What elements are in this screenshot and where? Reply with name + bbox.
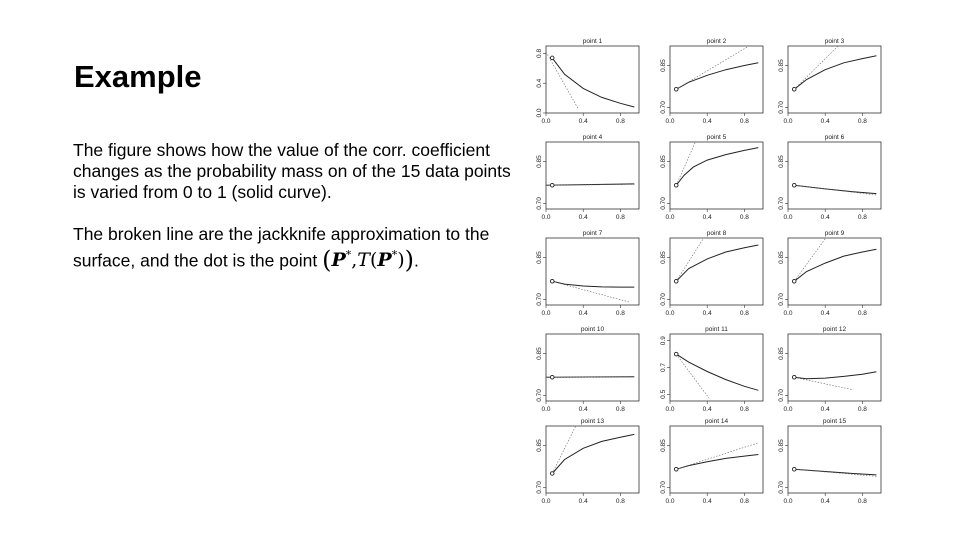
x-tick-label: 0.4: [702, 310, 712, 317]
panel-frame: [546, 142, 639, 209]
corr-curve: [552, 434, 634, 473]
x-tick-label: 0.8: [615, 498, 625, 505]
point-dot: [550, 375, 554, 379]
y-tick-label: 0.70: [536, 197, 543, 210]
panel-frame: [670, 46, 763, 113]
y-tick-label: 0.70: [660, 197, 667, 210]
x-tick-label: 0.0: [783, 498, 793, 505]
jackknife-line: [794, 469, 876, 476]
point-dot: [792, 183, 796, 187]
x-tick-label: 0.4: [578, 214, 588, 221]
panel-title: point 4: [582, 134, 603, 141]
jackknife-line: [552, 420, 578, 473]
point-dot: [674, 279, 678, 283]
x-tick-label: 0.4: [578, 406, 588, 413]
x-tick-label: 0.4: [820, 118, 830, 125]
panel-frame: [546, 238, 639, 305]
formula-t: T: [357, 249, 370, 272]
point-dot: [550, 279, 554, 283]
formula-open-paren: (: [322, 246, 332, 275]
corr-curve: [676, 455, 758, 470]
panel-14: [660, 418, 763, 505]
panel-frame: [546, 46, 639, 113]
x-tick-label: 0.4: [820, 406, 830, 413]
x-tick-label: 0.0: [783, 310, 793, 317]
y-tick-label: 0.7: [660, 362, 667, 373]
y-tick-label: 0.70: [536, 293, 543, 306]
y-tick-label: 0.85: [778, 155, 785, 168]
panel-title: point 10: [580, 326, 605, 333]
corr-curve: [676, 148, 758, 186]
x-tick-label: 0.8: [615, 118, 625, 125]
x-tick-label: 0.0: [541, 498, 551, 505]
x-tick-label: 0.8: [615, 310, 625, 317]
panel-9: [778, 230, 881, 317]
x-tick-label: 0.0: [665, 214, 675, 221]
y-tick-label: 0.70: [778, 197, 785, 210]
panel-6: [778, 134, 881, 221]
formula-comma: ,: [351, 249, 358, 272]
slide-body: [73, 140, 518, 292]
y-tick-label: 0.85: [536, 439, 543, 452]
point-dot: [674, 87, 678, 91]
point-dot: [792, 375, 796, 379]
y-tick-label: 0.70: [536, 389, 543, 402]
y-tick-label: 0.85: [536, 347, 543, 360]
x-tick-label: 0.4: [702, 498, 712, 505]
panel-title: point 8: [706, 230, 727, 237]
formula-close-paren: ): [404, 246, 414, 275]
panel-frame: [788, 46, 881, 113]
x-tick-label: 0.8: [739, 118, 749, 125]
paragraph-2-text: The broken line are the jackknife approximation to the surface, and the dot is the point: [73, 224, 490, 271]
panel-title: point 1: [582, 38, 603, 45]
slide-title: Example: [74, 59, 202, 94]
jackknife-line: [794, 232, 830, 281]
panel-7: [536, 230, 639, 317]
panel-frame: [670, 334, 763, 401]
paragraph-2: [73, 224, 518, 275]
x-tick-label: 0.8: [857, 118, 867, 125]
formula-star-inner: *: [391, 249, 398, 262]
x-tick-label: 0.0: [665, 498, 675, 505]
x-tick-label: 0.4: [702, 406, 712, 413]
x-tick-label: 0.8: [739, 310, 749, 317]
x-tick-label: 0.4: [578, 118, 588, 125]
x-tick-label: 0.0: [541, 310, 551, 317]
panel-title: point 2: [706, 38, 727, 45]
panel-1: [536, 38, 639, 125]
formula-inner-close: ): [397, 249, 405, 272]
corr-curve: [552, 58, 634, 107]
x-tick-label: 0.4: [578, 310, 588, 317]
jackknife-line: [676, 136, 698, 185]
panel-13: [536, 418, 639, 505]
jackknife-line: [552, 281, 630, 302]
x-tick-label: 0.0: [783, 406, 793, 413]
y-tick-label: 0.4: [536, 78, 543, 88]
x-tick-label: 0.4: [820, 498, 830, 505]
x-tick-label: 0.0: [541, 406, 551, 413]
y-tick-label: 0.85: [536, 251, 543, 264]
panel-4: [536, 134, 639, 221]
point-dot: [792, 87, 796, 91]
x-tick-label: 0.0: [541, 214, 551, 221]
x-tick-label: 0.8: [739, 498, 749, 505]
point-formula: [322, 246, 414, 275]
panel-frame: [788, 142, 881, 209]
y-tick-label: 0.70: [778, 389, 785, 402]
panel-title: point 11: [705, 326, 728, 333]
x-tick-label: 0.4: [702, 118, 712, 125]
x-tick-label: 0.4: [820, 310, 830, 317]
panel-2: [660, 38, 763, 125]
panel-title: point 13: [580, 418, 605, 425]
y-tick-label: 0.0: [536, 108, 543, 118]
x-tick-label: 0.0: [783, 118, 793, 125]
x-tick-label: 0.8: [857, 310, 867, 317]
y-tick-label: 0.85: [778, 347, 785, 360]
panel-title: point 15: [822, 418, 847, 425]
panel-title: point 9: [824, 230, 845, 237]
jackknife-line: [676, 232, 707, 281]
point-dot: [550, 56, 554, 60]
corr-curve: [794, 372, 876, 379]
x-tick-label: 0.8: [615, 214, 625, 221]
y-tick-label: 0.70: [660, 293, 667, 306]
panel-title: point 3: [824, 38, 845, 45]
point-dot: [674, 467, 678, 471]
y-tick-label: 0.8: [536, 48, 543, 58]
y-tick-label: 0.70: [778, 293, 785, 306]
x-tick-label: 0.8: [857, 406, 867, 413]
x-tick-label: 0.0: [783, 214, 793, 221]
x-tick-label: 0.8: [615, 406, 625, 413]
jackknife-line: [676, 354, 709, 398]
corr-curve: [676, 63, 758, 90]
panel-5: [660, 134, 763, 221]
formula-p-inner: P: [377, 249, 392, 272]
y-tick-label: 0.85: [660, 439, 667, 452]
panel-frame: [670, 426, 763, 493]
y-tick-label: 0.70: [778, 481, 785, 494]
y-tick-label: 0.85: [660, 155, 667, 168]
x-tick-label: 0.8: [857, 214, 867, 221]
panel-12: [778, 326, 881, 413]
jackknife-line: [794, 377, 853, 390]
point-dot: [674, 183, 678, 187]
panel-title: point 6: [824, 134, 845, 141]
y-tick-label: 0.85: [778, 439, 785, 452]
panel-8: [660, 230, 763, 317]
corr-curve: [676, 245, 758, 281]
panel-15: [778, 418, 881, 505]
x-tick-label: 0.0: [665, 118, 675, 125]
paragraph-2-period: .: [414, 250, 419, 271]
x-tick-label: 0.4: [578, 498, 588, 505]
jackknife-figure: [526, 36, 894, 505]
formula-p: P: [331, 249, 346, 272]
y-tick-label: 0.85: [660, 251, 667, 264]
x-tick-label: 0.8: [739, 406, 749, 413]
x-tick-label: 0.8: [739, 214, 749, 221]
y-tick-label: 0.85: [660, 59, 667, 72]
x-tick-label: 0.0: [665, 406, 675, 413]
y-tick-label: 0.70: [660, 101, 667, 114]
y-tick-label: 0.70: [536, 481, 543, 494]
point-dot: [550, 183, 554, 187]
y-tick-label: 0.5: [660, 389, 667, 399]
y-tick-label: 0.70: [778, 101, 785, 114]
panel-frame: [788, 334, 881, 401]
paragraph-1: The figure shows how the value of the corr. coefficient changes as the probability mass on of the 15 data points is varied from 0 to 1 (solid curve).: [73, 140, 511, 202]
point-dot: [792, 467, 796, 471]
point-dot: [792, 279, 796, 283]
panel-10: [536, 326, 639, 413]
corr-curve: [794, 56, 876, 90]
x-tick-label: 0.8: [857, 498, 867, 505]
panel-title: point 12: [822, 326, 847, 333]
jackknife-line: [794, 40, 844, 89]
panel-title: point 7: [582, 230, 603, 237]
x-tick-label: 0.4: [702, 214, 712, 221]
x-tick-label: 0.0: [665, 310, 675, 317]
corr-curve: [794, 249, 876, 281]
panel-title: point 14: [704, 418, 729, 425]
panel-frame: [546, 334, 639, 401]
panel-title: point 5: [706, 134, 727, 141]
y-tick-label: 0.9: [660, 336, 667, 346]
panel-frame: [670, 238, 763, 305]
corr-curve: [676, 354, 758, 390]
panel-3: [778, 38, 881, 125]
panel-frame: [788, 238, 881, 305]
corr-curve: [552, 281, 634, 287]
y-tick-label: 0.85: [778, 59, 785, 72]
y-tick-label: 0.85: [778, 251, 785, 264]
formula-inner-open: (: [369, 249, 378, 272]
formula-star: *: [345, 249, 352, 262]
y-tick-label: 0.70: [660, 481, 667, 494]
panel-11: [660, 326, 763, 413]
panel-frame: [788, 426, 881, 493]
x-tick-label: 0.0: [541, 118, 551, 125]
point-dot: [550, 472, 554, 476]
x-tick-label: 0.4: [820, 214, 830, 221]
y-tick-label: 0.85: [536, 155, 543, 168]
point-dot: [674, 352, 678, 356]
